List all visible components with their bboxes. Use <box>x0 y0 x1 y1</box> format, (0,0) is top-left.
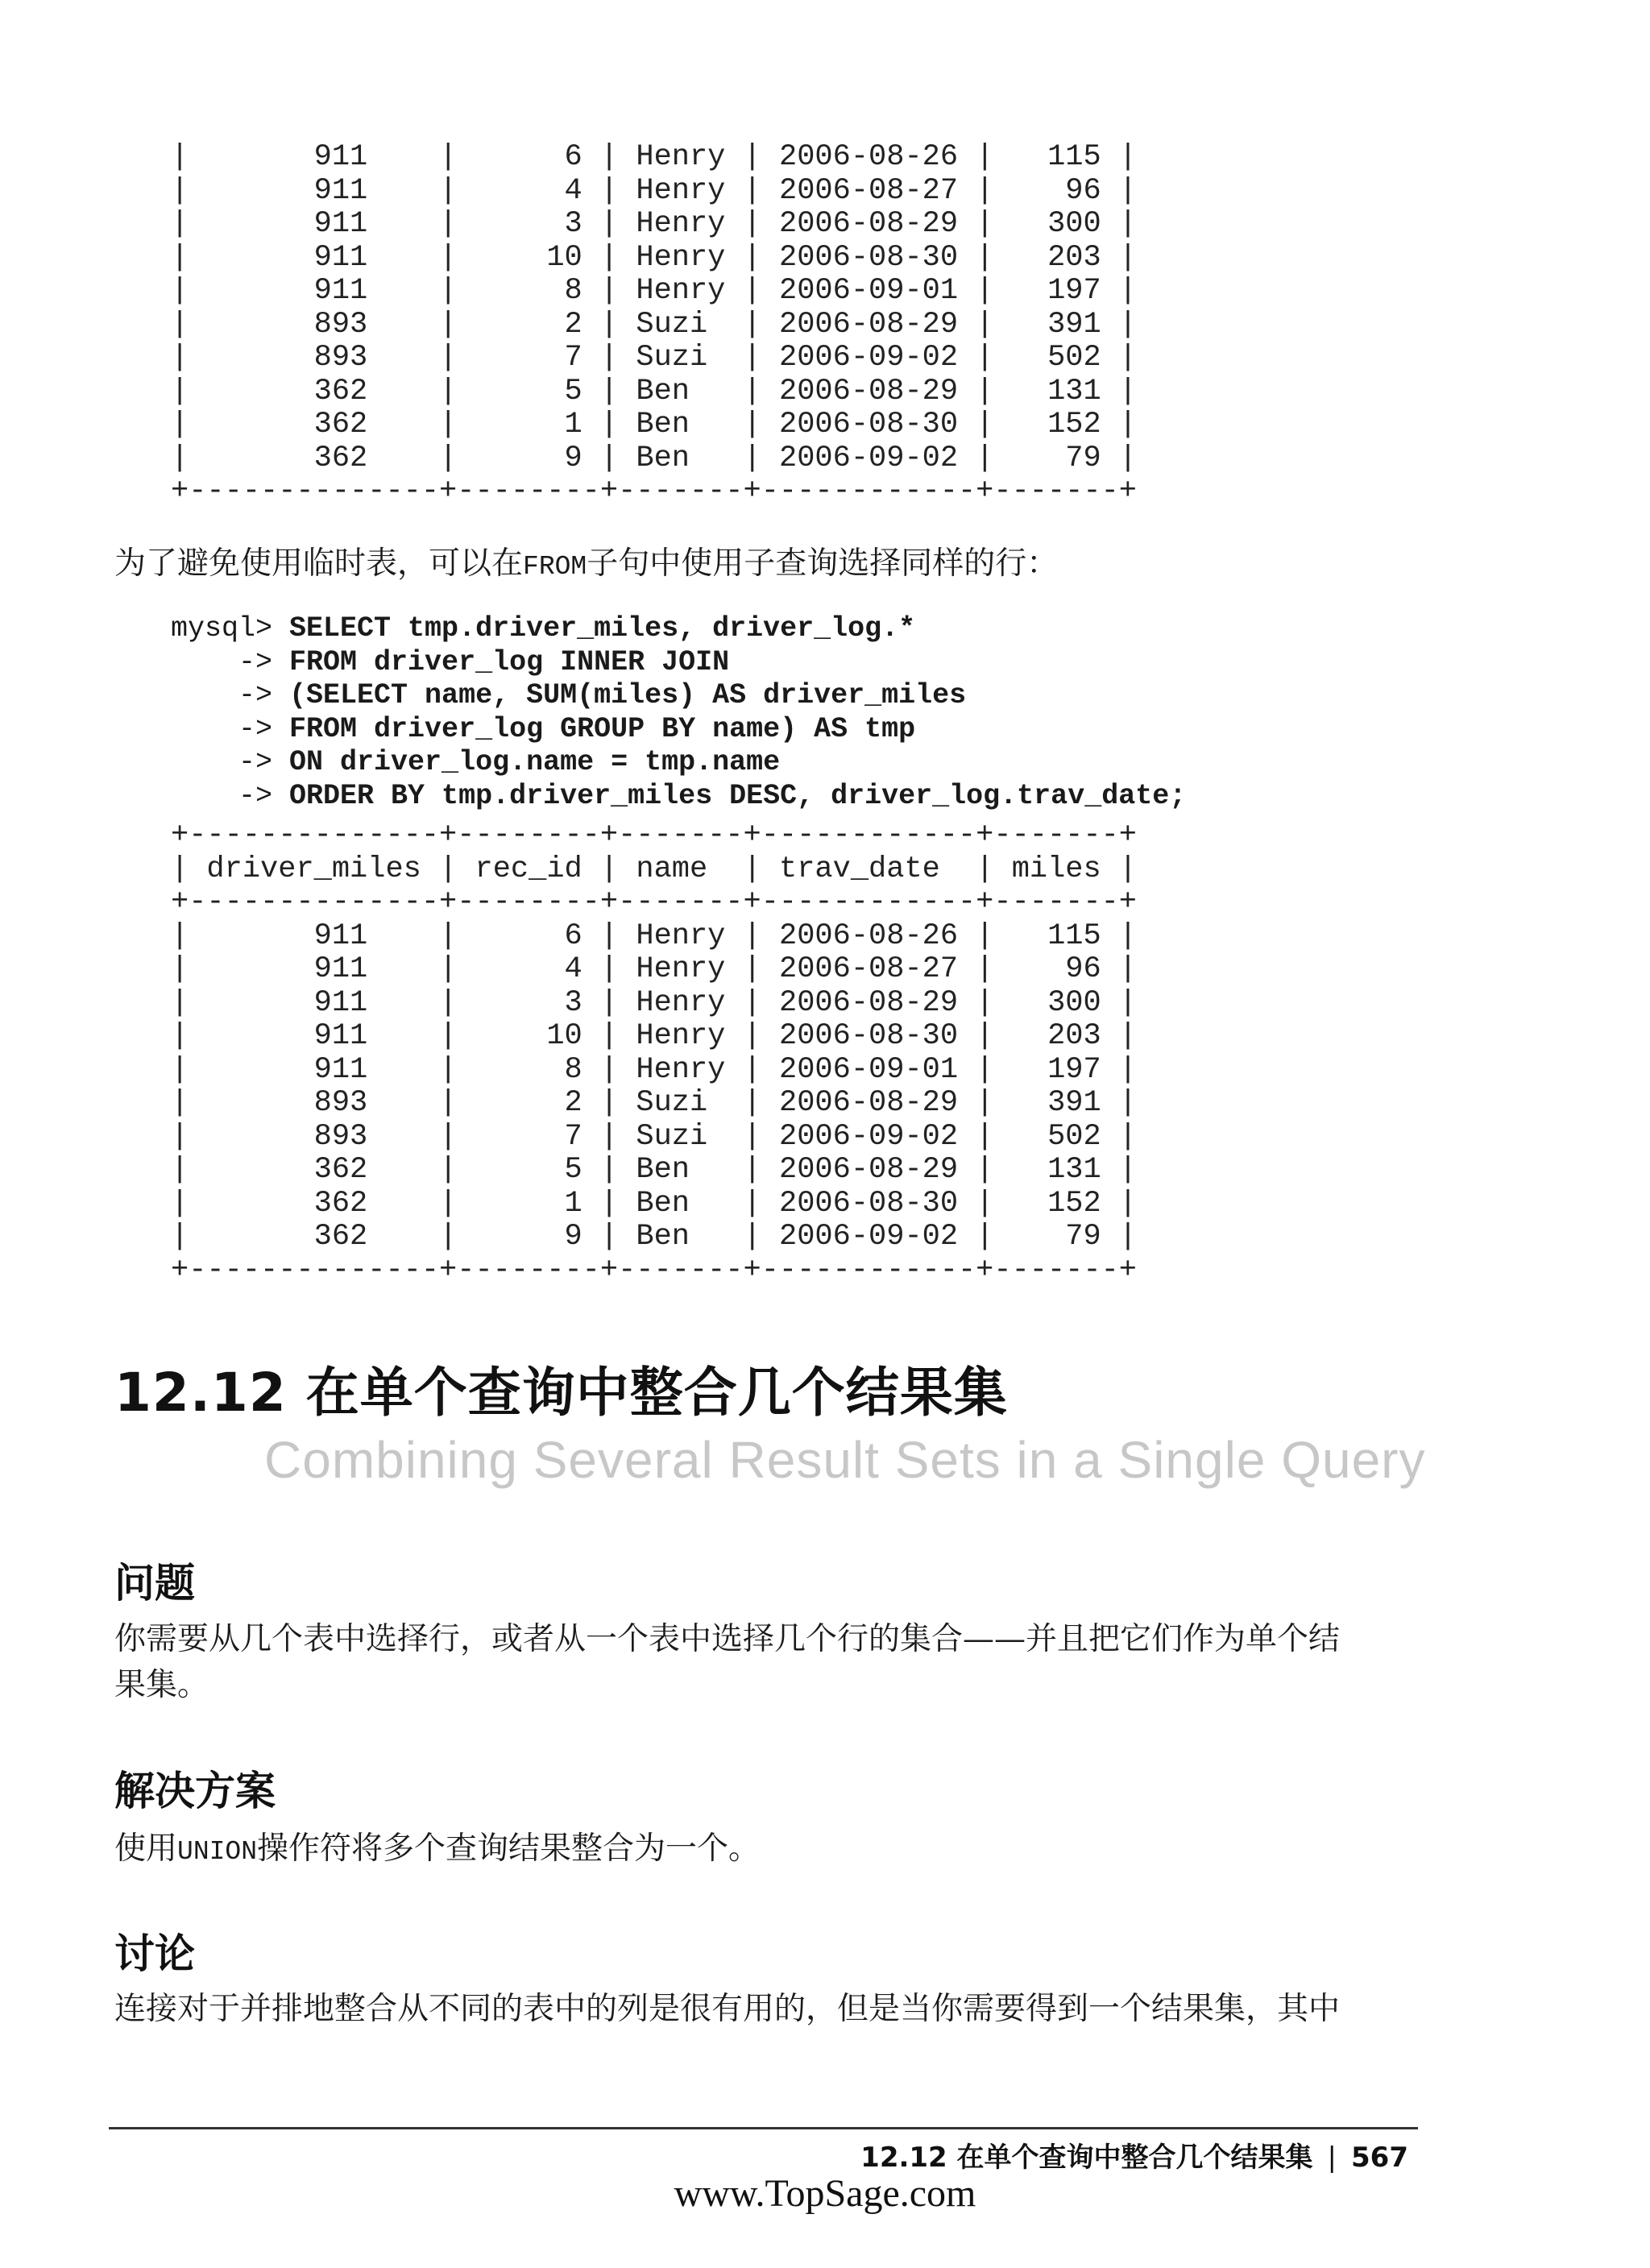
table-cell: 115 <box>993 918 1119 953</box>
table-cell: 8 <box>457 1052 600 1087</box>
table-cell: 911 <box>189 240 440 275</box>
table-row: | 911 | 8 | Henry | 2006-09-01 | 197 | <box>171 274 1138 308</box>
table-cell: Henry <box>618 207 744 241</box>
table-cell: 2006-08-30 <box>761 408 976 442</box>
table-cell: 893 <box>189 1119 440 1154</box>
table-cell: 4 <box>457 952 600 986</box>
table-cell: Ben <box>618 1220 744 1254</box>
table-header-cell: trav_date <box>761 852 976 886</box>
intro-text-after: 子句中使用子查询选择同样的行： <box>587 545 1059 582</box>
page-number: 567 <box>1351 2142 1408 2174</box>
solution-heading: 解决方案 <box>114 1768 276 1814</box>
table-row: | 893 | 7 | Suzi | 2006-09-02 | 502 | <box>171 341 1138 375</box>
table-cell: 4 <box>457 173 600 208</box>
table-cell: 362 <box>189 1186 440 1221</box>
table-cell: Henry <box>618 140 744 174</box>
table-cell: 2006-09-01 <box>761 274 976 308</box>
discussion-line-1: 连接对于并排地整合从不同的表中的列是很有用的，但是当你需要得到一个结果集，其中 <box>114 1991 1341 2027</box>
table-header-cell: miles <box>993 852 1119 886</box>
watermark: www.TopSage.com <box>674 2172 976 2215</box>
footer-separator: | <box>1327 2142 1337 2174</box>
table-cell: 3 <box>457 985 600 1020</box>
section-title: 12.12 在单个查询中整合几个结果集 <box>114 1362 1008 1424</box>
table-cell: 911 <box>189 140 440 174</box>
table-cell: 362 <box>189 408 440 442</box>
table-row: | 911 | 4 | Henry | 2006-08-27 | 96 | <box>171 173 1138 208</box>
table-row: | 893 | 2 | Suzi | 2006-08-29 | 391 | <box>171 307 1138 342</box>
sql-code-block <box>171 612 1186 813</box>
table-cell: Ben <box>618 374 744 408</box>
table-row: | 911 | 3 | Henry | 2006-08-29 | 300 | <box>171 985 1138 1020</box>
table-cell: Suzi <box>618 1119 744 1154</box>
table-cell: 911 <box>189 1052 440 1087</box>
table-cell: Suzi <box>618 341 744 375</box>
table-cell: 2006-08-26 <box>761 918 976 953</box>
footer <box>860 2135 1408 2175</box>
table-cell: 203 <box>993 1019 1119 1053</box>
table-cell: 911 <box>189 985 440 1020</box>
table-cell: 362 <box>189 1220 440 1254</box>
table-cell: Henry <box>618 240 744 275</box>
table-cell: 911 <box>189 1019 440 1053</box>
intro-paragraph <box>114 538 1058 583</box>
table-cell: 152 <box>993 408 1119 442</box>
table-header-cell: rec_id <box>457 852 600 886</box>
code-line <box>171 713 1186 747</box>
table-cell: 79 <box>993 1220 1119 1254</box>
table-cell: 3 <box>457 207 600 241</box>
table-cell: 2006-09-02 <box>761 1119 976 1154</box>
intro-text-before: 为了避免使用临时表，可以在 <box>114 545 524 582</box>
table-cell: 5 <box>457 1153 600 1187</box>
problem-line-2: 果集。 <box>114 1667 209 1703</box>
sql-statement: ON driver_log.name = tmp.name <box>289 746 781 778</box>
table-cell: 911 <box>189 207 440 241</box>
table-cell: Henry <box>618 918 744 953</box>
table-cell: Ben <box>618 1153 744 1187</box>
table-cell: 2006-08-26 <box>761 140 976 174</box>
table-cell: 911 <box>189 274 440 308</box>
table-cell: Henry <box>618 985 744 1020</box>
table-cell: 197 <box>993 1052 1119 1087</box>
sql-statement: (SELECT name, SUM(miles) AS driver_miles <box>289 679 967 711</box>
table-row: | 911 | 3 | Henry | 2006-08-29 | 300 | <box>171 207 1138 241</box>
solution-paragraph <box>114 1823 760 1868</box>
table-cell: 9 <box>457 1220 600 1254</box>
table-cell: 362 <box>189 374 440 408</box>
table-cell: 2 <box>457 1086 600 1120</box>
table-cell: 131 <box>993 374 1119 408</box>
code-line <box>171 646 1186 680</box>
table-cell: 2006-08-29 <box>761 1086 976 1120</box>
table-row: | 911 | 6 | Henry | 2006-08-26 | 115 | <box>171 140 1138 174</box>
table-cell: Henry <box>618 274 744 308</box>
table-cell: 197 <box>993 274 1119 308</box>
solution-text-after: 操作符将多个查询结果整合为一个。 <box>257 1831 761 1867</box>
table-cell: Ben <box>618 408 744 442</box>
table-cell: 10 <box>457 240 600 275</box>
code-line <box>171 780 1186 814</box>
code-continuation: -> <box>171 712 290 745</box>
table-border: +--------------+--------+-------+------------+-------+ <box>171 819 1137 852</box>
table-cell: 2006-08-27 <box>761 173 976 208</box>
sql-statement: ORDER BY tmp.driver_miles DESC, driver_log.trav_date; <box>289 779 1187 812</box>
table-cell: Ben <box>618 1186 744 1221</box>
solution-text-before: 使用 <box>114 1831 178 1867</box>
top-result-table <box>171 141 1137 509</box>
table-cell: 2006-08-30 <box>761 1186 976 1221</box>
table-cell: Suzi <box>618 1086 744 1120</box>
table-row: | 911 | 8 | Henry | 2006-09-01 | 197 | <box>171 1052 1138 1087</box>
table-cell: 203 <box>993 240 1119 275</box>
table-cell: Henry <box>618 1019 744 1053</box>
table-cell: 911 <box>189 918 440 953</box>
table-cell: 79 <box>993 441 1119 475</box>
table-cell: 131 <box>993 1153 1119 1187</box>
table-row: | 893 | 2 | Suzi | 2006-08-29 | 391 | <box>171 1086 1138 1120</box>
table-cell: 502 <box>993 1119 1119 1154</box>
problem-heading: 问题 <box>114 1560 195 1607</box>
table-row: | 362 | 5 | Ben | 2006-08-29 | 131 | <box>171 374 1138 408</box>
table-row: | 893 | 7 | Suzi | 2006-09-02 | 502 | <box>171 1119 1138 1154</box>
table-cell: Henry <box>618 952 744 986</box>
table-cell: Henry <box>618 1052 744 1087</box>
table-cell: 2006-08-29 <box>761 985 976 1020</box>
table-cell: 1 <box>457 1186 600 1221</box>
table-cell: 502 <box>993 341 1119 375</box>
table-cell: 362 <box>189 1153 440 1187</box>
table-cell: 1 <box>457 408 600 442</box>
table-cell: 2006-08-29 <box>761 307 976 342</box>
code-continuation: -> <box>171 746 290 778</box>
table-border: +--------------+--------+-------+------------+-------+ <box>171 475 1137 508</box>
sql-statement: FROM driver_log GROUP BY name) AS tmp <box>289 712 916 745</box>
table-cell: 2006-08-27 <box>761 952 976 986</box>
footer-rule <box>109 2127 1418 2129</box>
footer-section-title: 12.12 在单个查询中整合几个结果集 <box>860 2142 1313 2174</box>
table-cell: 7 <box>457 341 600 375</box>
table-cell: 911 <box>189 952 440 986</box>
table-cell: 893 <box>189 341 440 375</box>
table-cell: 391 <box>993 1086 1119 1120</box>
table-row: | 362 | 9 | Ben | 2006-09-02 | 79 | <box>171 1220 1138 1254</box>
table-row: | 911 | 4 | Henry | 2006-08-27 | 96 | <box>171 952 1138 986</box>
table-cell: 2 <box>457 307 600 342</box>
table-row: | 911 | 10 | Henry | 2006-08-30 | 203 | <box>171 240 1138 275</box>
table-header-row: | driver_miles | rec_id | name | trav_date | miles | <box>171 852 1138 886</box>
solution-code-union: UNION <box>177 1837 258 1867</box>
table-cell: 300 <box>993 985 1119 1020</box>
code-prompt: mysql> <box>171 612 290 645</box>
table-cell: 8 <box>457 274 600 308</box>
table-cell: 6 <box>457 918 600 953</box>
table-cell: Suzi <box>618 307 744 342</box>
discussion-heading: 讨论 <box>114 1930 195 1977</box>
code-line <box>171 612 1186 646</box>
table-cell: 152 <box>993 1186 1119 1221</box>
table-header-cell: name <box>618 852 744 886</box>
table-row: | 362 | 9 | Ben | 2006-09-02 | 79 | <box>171 441 1138 475</box>
table-cell: 5 <box>457 374 600 408</box>
table-border: +--------------+--------+-------+------------+-------+ <box>171 1253 1137 1287</box>
problem-line-1: 你需要从几个表中选择行，或者从一个表中选择几个行的集合——并且把它们作为单个结 <box>114 1621 1341 1657</box>
table-row: | 362 | 5 | Ben | 2006-08-29 | 131 | <box>171 1153 1138 1187</box>
sql-statement: FROM driver_log INNER JOIN <box>289 645 730 678</box>
table-cell: 2006-09-02 <box>761 341 976 375</box>
table-cell: 6 <box>457 140 600 174</box>
code-continuation: -> <box>171 679 290 711</box>
table-row: | 911 | 10 | Henry | 2006-08-30 | 203 | <box>171 1019 1138 1053</box>
table-cell: 2006-08-29 <box>761 1153 976 1187</box>
table-row: | 362 | 1 | Ben | 2006-08-30 | 152 | <box>171 408 1138 442</box>
sql-statement: SELECT tmp.driver_miles, driver_log.* <box>289 612 916 645</box>
table-cell: 391 <box>993 307 1119 342</box>
section-subtitle: Combining Several Result Sets in a Single Query <box>264 1431 1426 1489</box>
code-line <box>171 679 1186 713</box>
code-line <box>171 746 1186 780</box>
table-cell: 96 <box>993 952 1119 986</box>
table-cell: 362 <box>189 441 440 475</box>
table-cell: Ben <box>618 441 744 475</box>
table-cell: 2006-09-02 <box>761 1220 976 1254</box>
table-row: | 362 | 1 | Ben | 2006-08-30 | 152 | <box>171 1186 1138 1221</box>
table-cell: 893 <box>189 1086 440 1120</box>
code-continuation: -> <box>171 645 290 678</box>
table-cell: 10 <box>457 1019 600 1053</box>
table-cell: 911 <box>189 173 440 208</box>
table-cell: Henry <box>618 173 744 208</box>
table-cell: 2006-09-02 <box>761 441 976 475</box>
table-row: | 911 | 6 | Henry | 2006-08-26 | 115 | <box>171 918 1138 953</box>
table-cell: 2006-09-01 <box>761 1052 976 1087</box>
table-cell: 2006-08-29 <box>761 207 976 241</box>
table-border: +--------------+--------+-------+------------+-------+ <box>171 885 1137 919</box>
table-header-cell: driver_miles <box>189 852 440 886</box>
table-cell: 300 <box>993 207 1119 241</box>
intro-code-from: FROM <box>523 552 587 582</box>
table-cell: 7 <box>457 1119 600 1154</box>
code-continuation: -> <box>171 779 290 812</box>
table-cell: 893 <box>189 307 440 342</box>
table-cell: 2006-08-30 <box>761 1019 976 1053</box>
table-cell: 2006-08-29 <box>761 374 976 408</box>
bottom-result-table <box>171 819 1137 1287</box>
table-cell: 96 <box>993 173 1119 208</box>
table-cell: 9 <box>457 441 600 475</box>
table-cell: 2006-08-30 <box>761 240 976 275</box>
table-cell: 115 <box>993 140 1119 174</box>
